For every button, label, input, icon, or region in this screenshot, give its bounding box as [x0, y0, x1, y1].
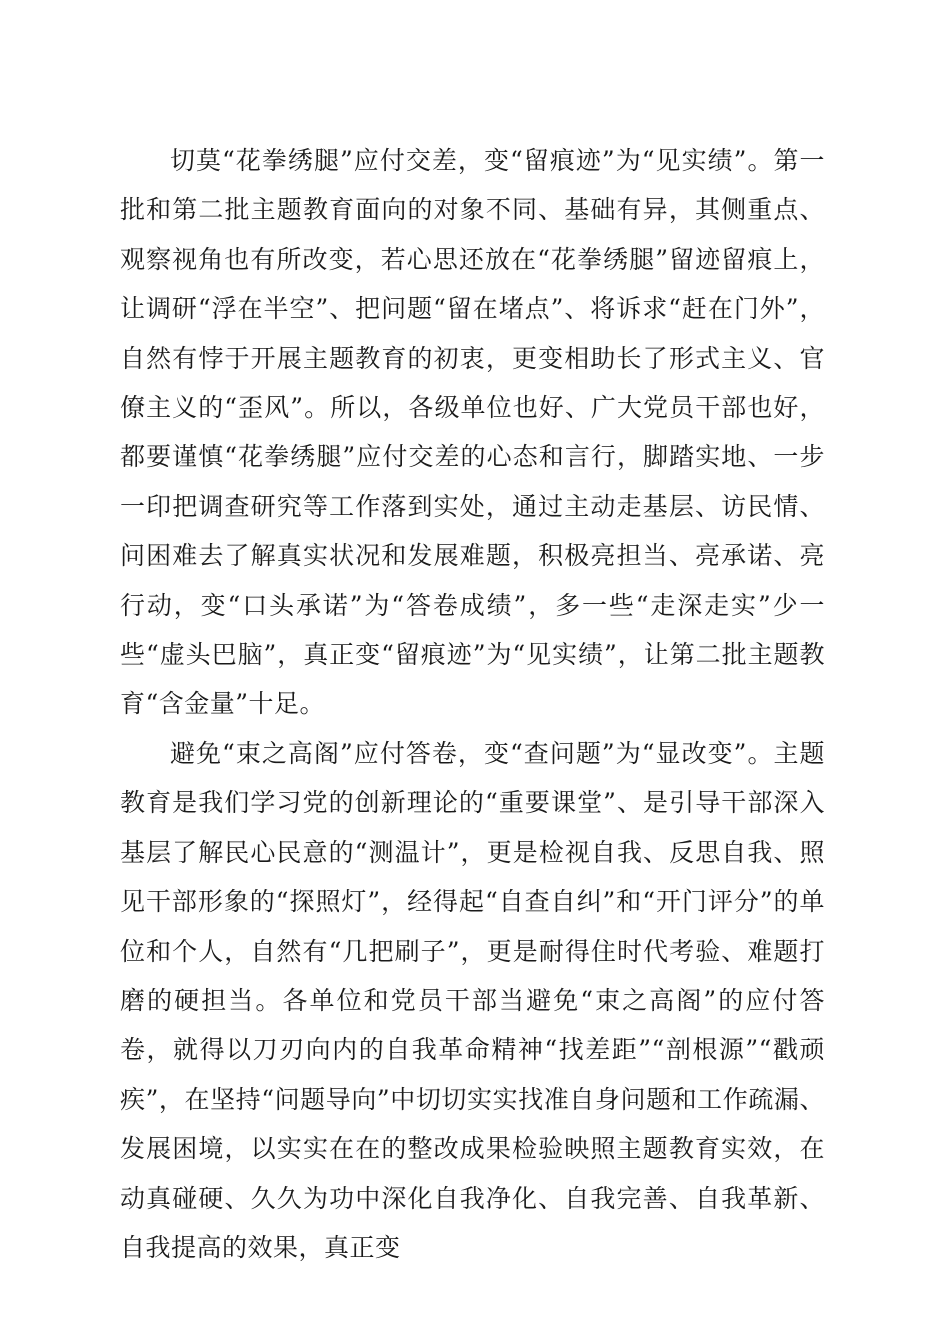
paragraph-2: 避免“束之高阁”应付答卷，变“查问题”为“显改变”。主题教育是我们学习党的创新理论的“重要课堂”、是引导干部深入基层了解民心民意的“测温计”，更是检视自我、反思自我、照见干部形象的“探照灯”，经得起“自查自纠”和“开门评分”的单位和个人，自然有“几把刷子”，更是耐得住时代考验、难题打磨的硬担当。各单位和党员干部当避免“束之高阁”的应付答卷，就得以刀刃向内的自我革命精神“找差距”“剖根源”“戳顽疾”，在坚持“问题导向”中切切实实找准自身问题和工作疏漏、发展困境，以实实在在的整改成果检验映照主题教育实效，在动真碰硬、久久为功中深化自我净化、自我完善、自我革新、自我提高的效果，真正变: [120, 738, 825, 1262]
document-body: [120, 136, 825, 1272]
paragraph-1: 切莫“花拳绣腿”应付交差，变“留痕迹”为“见实绩”。第一批和第二批主题教育面向的对象不同、基础有异，其侧重点、观察视角也有所改变，若心思还放在“花拳绣腿”留迹留痕上，让调研“浮在半空”、把问题“留在堵点”、将诉求“赶在门外”，自然有悖于开展主题教育的初衷，更变相助长了形式主义、官僚主义的“歪风”。所以，各级单位也好、广大党员干部也好，都要谨慎“花拳绣腿”应付交差的心态和言行，脚踏实地、一步一印把调查研究等工作落到实处，通过主动走基层、访民情、问困难去了解真实状况和发展难题，积极亮担当、亮承诺、亮行动，变“口头承诺”为“答卷成绩”，多一些“走深走实”少一些“虚头巴脑”，真正变“留痕迹”为“见实绩”，让第二批主题教育“含金量”十足。: [120, 146, 825, 719]
